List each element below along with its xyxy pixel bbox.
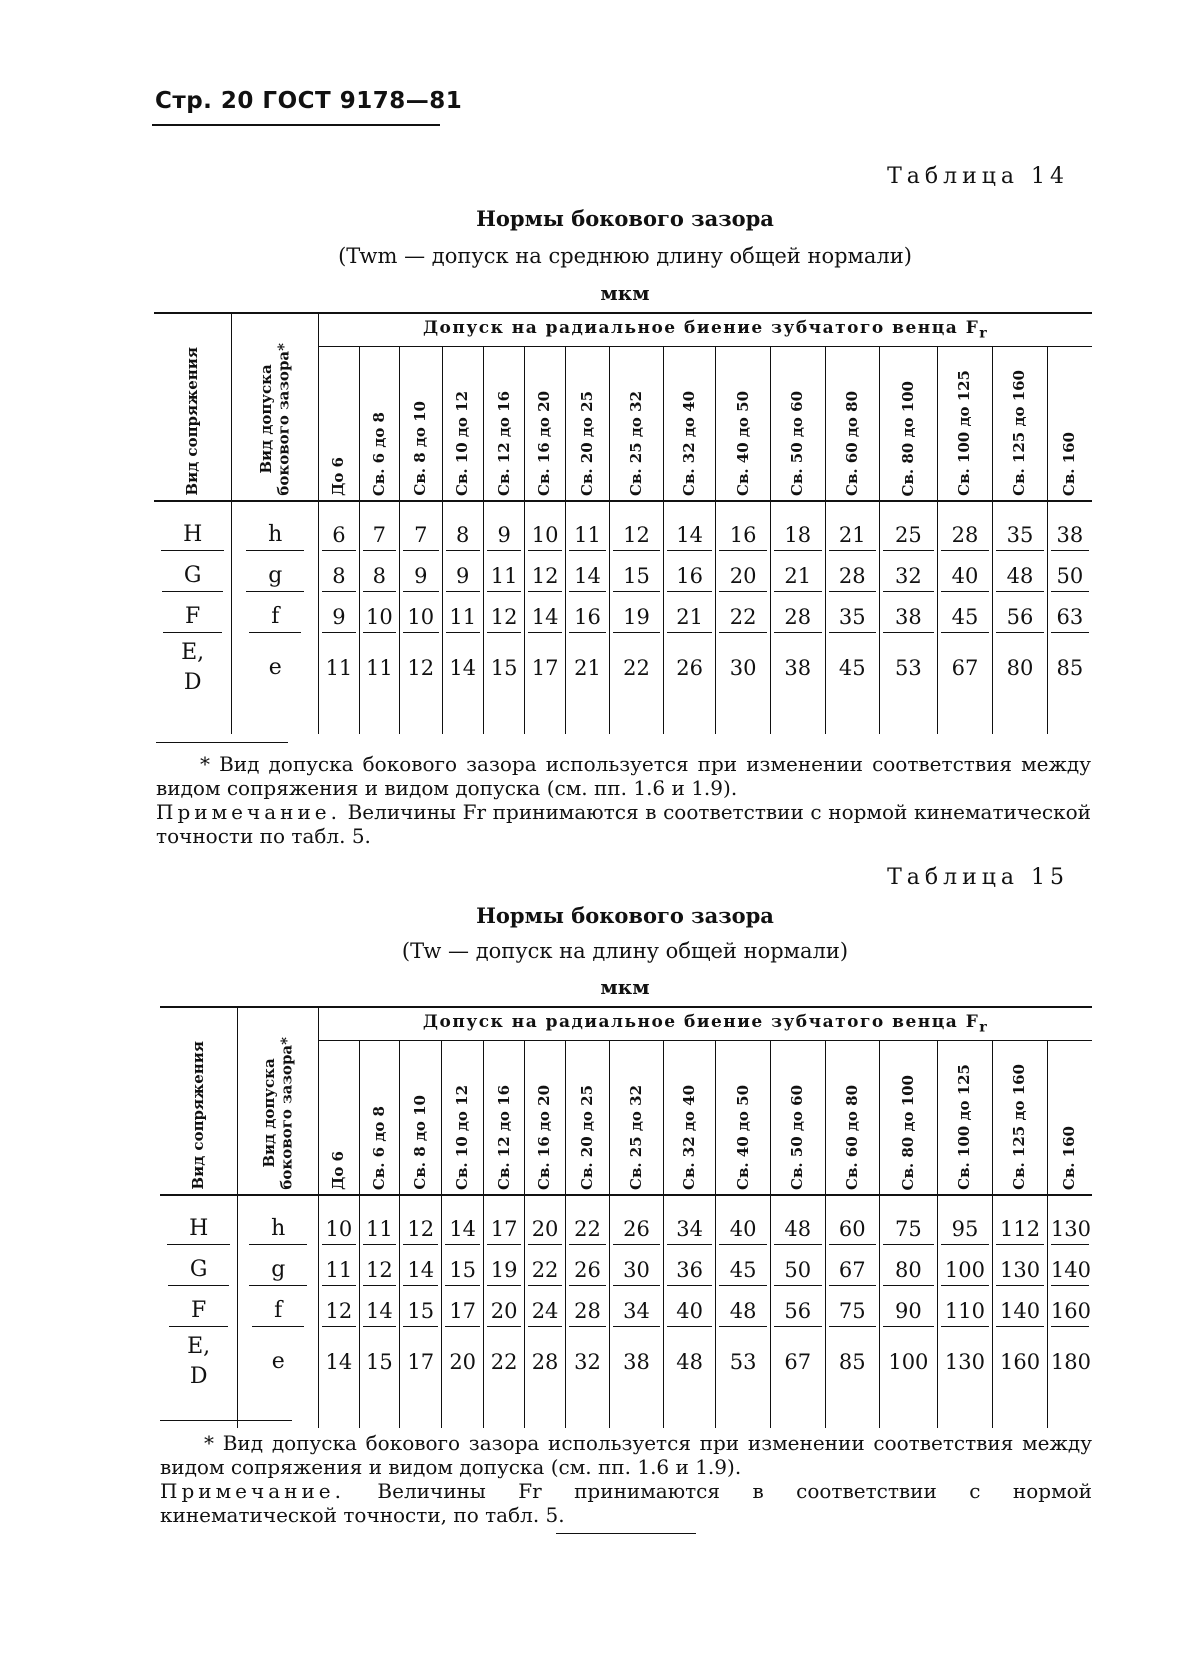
value-cell: 11 <box>319 638 359 698</box>
value-cell: 20 <box>483 1291 524 1332</box>
group-header-text: Допуск на радиальное биение зубчатого венца F <box>422 318 980 339</box>
value-cell: 40 <box>937 556 993 597</box>
value-cell: 6 <box>319 515 359 556</box>
table-14-label: Таблица 14 <box>887 164 1069 189</box>
range-header: Св. 32 до 40 <box>663 347 716 502</box>
value-cell: 67 <box>937 638 993 698</box>
range-header: Св. 8 до 10 <box>400 347 442 502</box>
value-cell: 48 <box>770 1209 825 1250</box>
value-cell: 9 <box>483 515 524 556</box>
value-cell: 21 <box>770 556 825 597</box>
fit-cell: G <box>154 556 232 597</box>
table-row <box>154 597 1092 638</box>
value-cell: 14 <box>525 597 565 638</box>
fit-cell: F <box>160 1291 238 1332</box>
value-cell: 130 <box>937 1332 993 1392</box>
table-14 <box>154 312 1092 734</box>
table-row <box>154 556 1092 597</box>
value-cell: 32 <box>880 556 938 597</box>
range-header: Св. 125 до 160 <box>993 1041 1048 1196</box>
value-cell: 8 <box>359 556 399 597</box>
value-cell: 56 <box>993 597 1048 638</box>
value-cell: 11 <box>359 638 399 698</box>
value-cell: 26 <box>663 638 716 698</box>
value-cell: 75 <box>880 1209 938 1250</box>
value-cell: 36 <box>663 1250 716 1291</box>
tolerance-cell: f <box>232 597 319 638</box>
value-cell: 18 <box>770 515 825 556</box>
group-header-sub: r <box>979 1019 989 1036</box>
range-header: Св. 40 до 50 <box>716 1041 771 1196</box>
value-cell: 45 <box>937 597 993 638</box>
value-cell: 22 <box>565 1209 609 1250</box>
table-15-subtitle: (Tw — допуск на длину общей нормали) <box>401 939 849 963</box>
value-cell: 48 <box>663 1332 716 1392</box>
value-cell: 11 <box>319 1250 359 1291</box>
tolerance-cell: f <box>238 1291 319 1332</box>
fit-cell: H <box>154 515 232 556</box>
value-cell: 56 <box>770 1291 825 1332</box>
value-cell: 28 <box>937 515 993 556</box>
value-cell: 30 <box>716 638 771 698</box>
value-cell: 95 <box>937 1209 993 1250</box>
header-rule <box>152 124 440 126</box>
range-header: Св. 60 до 80 <box>825 1041 880 1196</box>
value-cell: 22 <box>716 597 771 638</box>
tolerance-cell: g <box>238 1250 319 1291</box>
value-cell: 10 <box>525 515 565 556</box>
value-cell: 12 <box>359 1250 399 1291</box>
value-cell: 75 <box>825 1291 880 1332</box>
value-cell: 16 <box>716 515 771 556</box>
range-header: Св. 25 до 32 <box>610 347 664 502</box>
table-row <box>160 1291 1092 1332</box>
value-cell: 14 <box>442 1209 483 1250</box>
group-header-text: Допуск на радиальное биение зубчатого венца F <box>422 1012 980 1033</box>
value-cell: 38 <box>880 597 938 638</box>
value-cell: 80 <box>993 638 1048 698</box>
tolerance-cell: e <box>232 638 319 698</box>
group-header <box>319 1007 1092 1041</box>
value-cell: 34 <box>610 1291 664 1332</box>
range-header: Св. 160 <box>1047 347 1092 502</box>
value-cell: 7 <box>359 515 399 556</box>
range-header: Св. 25 до 32 <box>610 1041 664 1196</box>
value-cell: 34 <box>663 1209 716 1250</box>
table-15 <box>160 1006 1092 1428</box>
fit-cell: H <box>160 1209 238 1250</box>
value-cell: 15 <box>359 1332 399 1392</box>
table-15-label: Таблица 15 <box>887 865 1069 890</box>
value-cell: 10 <box>359 597 399 638</box>
value-cell: 85 <box>1047 638 1092 698</box>
value-cell: 8 <box>319 556 359 597</box>
value-cell: 22 <box>525 1250 565 1291</box>
value-cell: 25 <box>880 515 938 556</box>
end-rule <box>556 1533 696 1534</box>
table-15-footnote: * Вид допуска бокового зазора используется при изменении соответствия между видом сопряжения и видом допуска (см. пп. 1.6 и 1.9). <box>160 1431 1092 1479</box>
value-cell: 15 <box>442 1250 483 1291</box>
value-cell: 53 <box>880 638 938 698</box>
value-cell: 8 <box>442 515 483 556</box>
value-cell: 50 <box>770 1250 825 1291</box>
range-header: Св. 10 до 12 <box>442 347 483 502</box>
range-header: Св. 100 до 125 <box>937 1041 993 1196</box>
value-cell: 140 <box>993 1291 1048 1332</box>
value-cell: 14 <box>400 1250 442 1291</box>
value-cell: 48 <box>993 556 1048 597</box>
fit-header-text: Вид сопряжения <box>189 1041 208 1190</box>
value-cell: 19 <box>610 597 664 638</box>
value-cell: 17 <box>442 1291 483 1332</box>
value-cell: 20 <box>716 556 771 597</box>
fit-header <box>160 1007 238 1195</box>
value-cell: 21 <box>825 515 880 556</box>
value-cell: 30 <box>610 1250 664 1291</box>
value-cell: 11 <box>565 515 609 556</box>
value-cell: 15 <box>483 638 524 698</box>
tolerance-header-text: Вид допуска бокового зазора* <box>260 1037 296 1190</box>
value-cell: 12 <box>525 556 565 597</box>
table-15-title: Нормы бокового зазора <box>476 903 774 928</box>
range-header: Св. 16 до 20 <box>525 347 565 502</box>
tolerance-cell: e <box>238 1332 319 1392</box>
range-header: Св. 80 до 100 <box>880 347 938 502</box>
value-cell: 10 <box>319 1209 359 1250</box>
range-header: Св. 16 до 20 <box>525 1041 565 1196</box>
value-cell: 38 <box>770 638 825 698</box>
value-cell: 14 <box>359 1291 399 1332</box>
fit-cell: E, D <box>187 1334 211 1389</box>
value-cell: 130 <box>1047 1209 1092 1250</box>
value-cell: 11 <box>359 1209 399 1250</box>
value-cell: 11 <box>483 556 524 597</box>
fit-cell: G <box>160 1250 238 1291</box>
value-cell: 140 <box>1047 1250 1092 1291</box>
value-cell: 100 <box>880 1332 938 1392</box>
table-14-subtitle: (Twm — допуск на среднюю длину общей нормали) <box>338 244 912 268</box>
range-header: До 6 <box>319 347 359 502</box>
value-cell: 15 <box>400 1291 442 1332</box>
value-cell: 17 <box>483 1209 524 1250</box>
range-header: Св. 160 <box>1047 1041 1092 1196</box>
value-cell: 19 <box>483 1250 524 1291</box>
value-cell: 7 <box>400 515 442 556</box>
fit-cell: E, D <box>181 640 205 695</box>
value-cell: 40 <box>663 1291 716 1332</box>
table-row <box>154 515 1092 556</box>
tolerance-cell: h <box>232 515 319 556</box>
value-cell: 35 <box>825 597 880 638</box>
value-cell: 38 <box>1047 515 1092 556</box>
value-cell: 38 <box>610 1332 664 1392</box>
table-row <box>160 1250 1092 1291</box>
value-cell: 60 <box>825 1209 880 1250</box>
value-cell: 12 <box>400 638 442 698</box>
table-14-note: Примечание. Величины Fr принимаются в соответствии с нормой кинематической точности по табл. 5. <box>156 800 1092 848</box>
footnote-rule-15 <box>160 1420 292 1421</box>
value-cell: 15 <box>610 556 664 597</box>
value-cell: 12 <box>400 1209 442 1250</box>
range-header: Св. 10 до 12 <box>442 1041 483 1196</box>
value-cell: 180 <box>1047 1332 1092 1392</box>
value-cell: 16 <box>663 556 716 597</box>
group-header <box>319 313 1092 347</box>
table-row <box>154 638 1092 698</box>
table-14-footnote: * Вид допуска бокового зазора используется при изменении соответствия между видом сопряжения и видом допуска (см. пп. 1.6 и 1.9). <box>156 752 1091 800</box>
tolerance-header <box>232 313 319 501</box>
fit-header-text: Вид сопряжения <box>183 347 202 496</box>
value-cell: 53 <box>716 1332 771 1392</box>
table-row <box>160 1209 1092 1250</box>
value-cell: 28 <box>825 556 880 597</box>
table-row <box>160 1332 1092 1392</box>
value-cell: 17 <box>400 1332 442 1392</box>
value-cell: 11 <box>442 597 483 638</box>
range-header: Св. 12 до 16 <box>483 1041 524 1196</box>
value-cell: 48 <box>716 1291 771 1332</box>
range-header: Св. 80 до 100 <box>880 1041 938 1196</box>
value-cell: 12 <box>319 1291 359 1332</box>
value-cell: 110 <box>937 1291 993 1332</box>
table-15-note: Примечание. Величины Fr принимаются в соответствии с нормой кинематической точности, по табл. 5. <box>160 1479 1093 1527</box>
value-cell: 26 <box>565 1250 609 1291</box>
value-cell: 9 <box>442 556 483 597</box>
value-cell: 16 <box>565 597 609 638</box>
value-cell: 100 <box>937 1250 993 1291</box>
page-header: Стр. 20 ГОСТ 9178—81 <box>155 88 463 114</box>
range-header: Св. 12 до 16 <box>483 347 524 502</box>
value-cell: 22 <box>483 1332 524 1392</box>
value-cell: 9 <box>319 597 359 638</box>
value-cell: 112 <box>993 1209 1048 1250</box>
value-cell: 9 <box>400 556 442 597</box>
value-cell: 50 <box>1047 556 1092 597</box>
value-cell: 24 <box>525 1291 565 1332</box>
range-header: Св. 40 до 50 <box>716 347 771 502</box>
value-cell: 20 <box>442 1332 483 1392</box>
range-header: Св. 50 до 60 <box>770 1041 825 1196</box>
value-cell: 21 <box>663 597 716 638</box>
range-header: Св. 100 до 125 <box>937 347 993 502</box>
tolerance-cell: g <box>232 556 319 597</box>
footnote-rule-14 <box>156 742 288 743</box>
range-header: Св. 20 до 25 <box>565 347 609 502</box>
value-cell: 63 <box>1047 597 1092 638</box>
range-header: Св. 60 до 80 <box>825 347 880 502</box>
range-header: До 6 <box>319 1041 359 1196</box>
value-cell: 26 <box>610 1209 664 1250</box>
value-cell: 85 <box>825 1332 880 1392</box>
value-cell: 21 <box>565 638 609 698</box>
range-header: Св. 32 до 40 <box>663 1041 716 1196</box>
value-cell: 45 <box>825 638 880 698</box>
value-cell: 17 <box>525 638 565 698</box>
value-cell: 160 <box>1047 1291 1092 1332</box>
range-header: Св. 6 до 8 <box>359 347 399 502</box>
value-cell: 10 <box>400 597 442 638</box>
value-cell: 28 <box>525 1332 565 1392</box>
tolerance-cell: h <box>238 1209 319 1250</box>
value-cell: 22 <box>610 638 664 698</box>
tolerance-header <box>238 1007 319 1195</box>
value-cell: 12 <box>483 597 524 638</box>
value-cell: 20 <box>525 1209 565 1250</box>
range-header: Св. 8 до 10 <box>400 1041 442 1196</box>
value-cell: 12 <box>610 515 664 556</box>
group-header-sub: r <box>979 325 989 342</box>
value-cell: 40 <box>716 1209 771 1250</box>
value-cell: 130 <box>993 1250 1048 1291</box>
table-14-unit: мкм <box>600 281 650 305</box>
value-cell: 14 <box>663 515 716 556</box>
range-header: Св. 125 до 160 <box>993 347 1048 502</box>
value-cell: 45 <box>716 1250 771 1291</box>
value-cell: 14 <box>565 556 609 597</box>
table-15-unit: мкм <box>600 975 650 999</box>
value-cell: 14 <box>442 638 483 698</box>
table-14-title: Нормы бокового зазора <box>476 206 774 231</box>
tolerance-header-text: Вид допуска бокового зазора* <box>257 343 293 496</box>
value-cell: 67 <box>770 1332 825 1392</box>
fit-cell: F <box>154 597 232 638</box>
value-cell: 32 <box>565 1332 609 1392</box>
value-cell: 35 <box>993 515 1048 556</box>
range-header: Св. 6 до 8 <box>359 1041 399 1196</box>
range-header: Св. 20 до 25 <box>565 1041 609 1196</box>
value-cell: 90 <box>880 1291 938 1332</box>
value-cell: 28 <box>770 597 825 638</box>
value-cell: 67 <box>825 1250 880 1291</box>
value-cell: 14 <box>319 1332 359 1392</box>
value-cell: 80 <box>880 1250 938 1291</box>
fit-header <box>154 313 232 501</box>
value-cell: 28 <box>565 1291 609 1332</box>
range-header: Св. 50 до 60 <box>770 347 825 502</box>
value-cell: 160 <box>993 1332 1048 1392</box>
